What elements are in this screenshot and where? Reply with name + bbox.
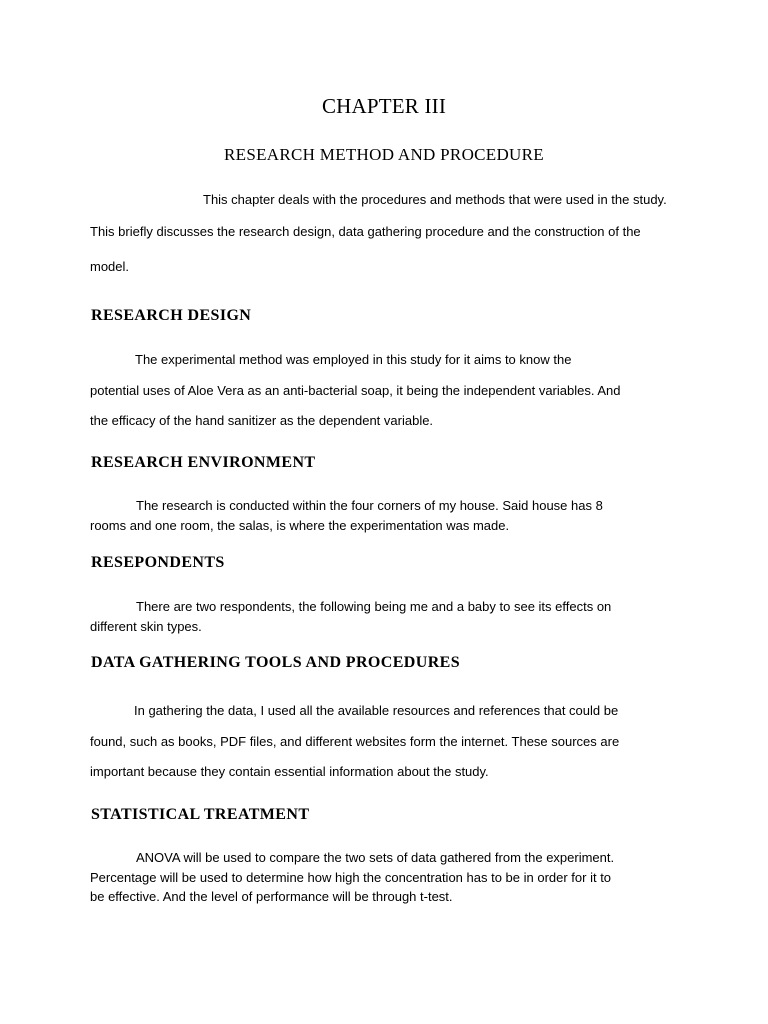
paragraph-line: In gathering the data, I used all the available resources and references that could be: [134, 703, 619, 718]
paragraph-line: The research is conducted within the four corners of my house. Said house has 8: [136, 498, 603, 513]
paragraph-line: potential uses of Aloe Vera as an anti-bacterial soap, it being the independent variables. And: [90, 383, 621, 398]
paragraph-line: This chapter deals with the procedures and methods that were used in the study.: [203, 192, 667, 207]
section-heading-research-design: RESEARCH DESIGN: [91, 307, 252, 324]
paragraph-line: This briefly discusses the research design, data gathering procedure and the construction of the: [90, 224, 641, 239]
paragraph-line: ANOVA will be used to compare the two sets of data gathered from the experiment.: [136, 850, 615, 865]
paragraph-line: There are two respondents, the following being me and a baby to see its effects on: [136, 599, 612, 614]
paragraph-line: the efficacy of the hand sanitizer as the dependent variable.: [90, 413, 434, 428]
paragraph-line: The experimental method was employed in this study for it aims to know the: [135, 352, 572, 367]
intro-paragraph: [90, 192, 680, 282]
paragraph-line: found, such as books, PDF files, and different websites form the internet. These sources are: [90, 734, 620, 749]
section-heading-statistical-treatment: STATISTICAL TREATMENT: [91, 806, 310, 823]
research-design-paragraph: [90, 352, 680, 432]
section-heading-respondents: RESEPONDENTS: [91, 554, 225, 571]
paragraph-line: rooms and one room, the salas, is where the experimentation was made.: [90, 518, 510, 533]
research-environment-paragraph: [90, 498, 680, 538]
paragraph-line: important because they contain essential information about the study.: [90, 764, 489, 779]
paragraph-line: be effective. And the level of performance will be through t-test.: [90, 889, 453, 904]
paragraph-line: Percentage will be used to determine how high the concentration has to be in order for it to: [90, 870, 612, 885]
data-gathering-paragraph: [90, 703, 680, 783]
section-heading-research-environment: RESEARCH ENVIRONMENT: [91, 454, 316, 471]
respondents-paragraph: [90, 599, 680, 639]
chapter-title: CHAPTER III: [321, 94, 447, 118]
statistical-treatment-paragraph: [90, 850, 680, 910]
chapter-subtitle: RESEARCH METHOD AND PROCEDURE: [224, 145, 544, 164]
section-heading-data-gathering: DATA GATHERING TOOLS AND PROCEDURES: [91, 654, 461, 671]
paragraph-line: different skin types.: [90, 619, 202, 634]
paragraph-line: model.: [90, 259, 130, 274]
